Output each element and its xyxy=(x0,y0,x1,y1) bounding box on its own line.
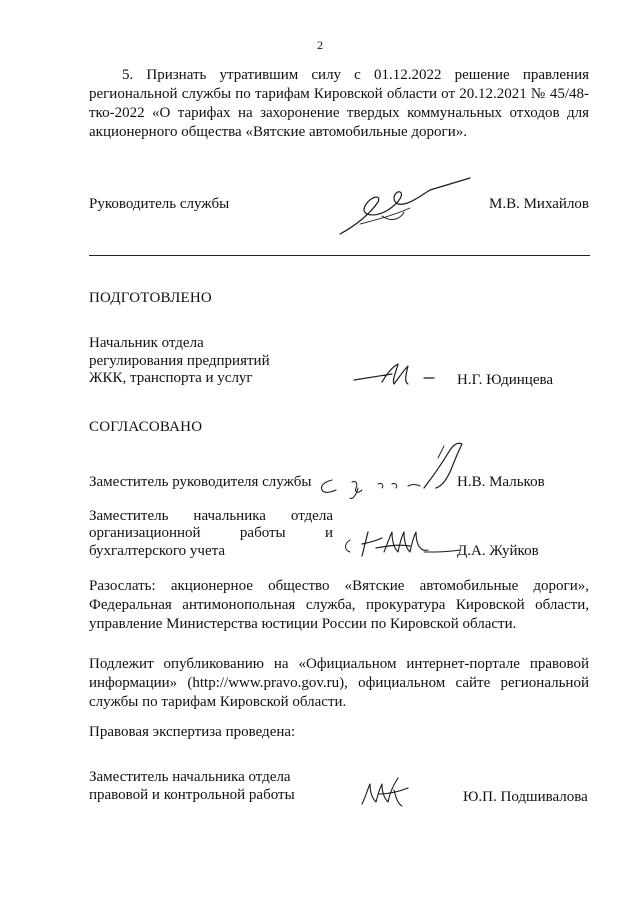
prepared-position-line-2: регулирования предприятий xyxy=(89,353,270,369)
agreed-person-1-position: Заместитель руководителя службы xyxy=(89,474,312,490)
expertise-note: Правовая экспертиза проведена: xyxy=(89,724,296,740)
agreed-person-1-name: Н.В. Мальков xyxy=(457,474,545,490)
word: отдела xyxy=(290,508,333,524)
item-5-paragraph: 5. Признать утратившим силу с 01.12.2022 решение правления региональной службы по тарифам Кировской области от 20.12.2021 № 45/48-тко-2022 «О тарифах на захоронение твердых коммунальных отходов для акционерного общества «Вятские автомобильные дороги». xyxy=(89,67,589,140)
agreed-person-2-position-line-3: бухгалтерского учета xyxy=(89,543,226,559)
head-position: Руководитель службы xyxy=(89,196,230,212)
prepared-position-line-3: ЖКК, транспорта и услуг xyxy=(89,370,253,386)
head-signature xyxy=(330,176,480,240)
separator-line xyxy=(89,255,590,256)
legal-position-line-1: Заместитель начальника отдела xyxy=(89,769,291,785)
distribution-paragraph: Разослать: акционерное общество «Вятские автомобильные дороги», Федеральная антимонопольная служба, прокуратура Кировской области, управление Министерства юстиции России по Кировской области. xyxy=(89,578,589,632)
agreed-person-2-name: Д.А. Жуйков xyxy=(457,543,539,559)
word: начальника xyxy=(193,508,266,524)
page-number: 2 xyxy=(317,38,323,52)
legal-signature xyxy=(358,774,418,814)
word: и xyxy=(324,525,333,541)
prepared-signature xyxy=(352,360,452,390)
word: работы xyxy=(239,525,286,541)
agreed-person-2-position-line-2 xyxy=(89,524,333,543)
agreed-heading: СОГЛАСОВАНО xyxy=(89,419,203,435)
word: организационной xyxy=(89,525,201,541)
word: Заместитель xyxy=(89,508,169,524)
agreed-person-2-signature xyxy=(338,522,468,562)
legal-name: Ю.П. Подшивалова xyxy=(463,789,588,805)
prepared-name: Н.Г. Юдинцева xyxy=(457,372,554,388)
publication-paragraph: Подлежит опубликованию на «Официальном интернет-портале правовой информации» (http://www.pravo.gov.ru), официальном сайте региональной службы по тарифам Кировской области. xyxy=(89,656,589,710)
legal-position-line-2: правовой и контрольной работы xyxy=(89,787,295,803)
head-name: М.В. Михайлов xyxy=(489,196,590,212)
prepared-heading: ПОДГОТОВЛЕНО xyxy=(89,290,212,306)
agreed-person-1-signature xyxy=(312,440,472,500)
prepared-position-line-1: Начальник отдела xyxy=(89,335,204,351)
